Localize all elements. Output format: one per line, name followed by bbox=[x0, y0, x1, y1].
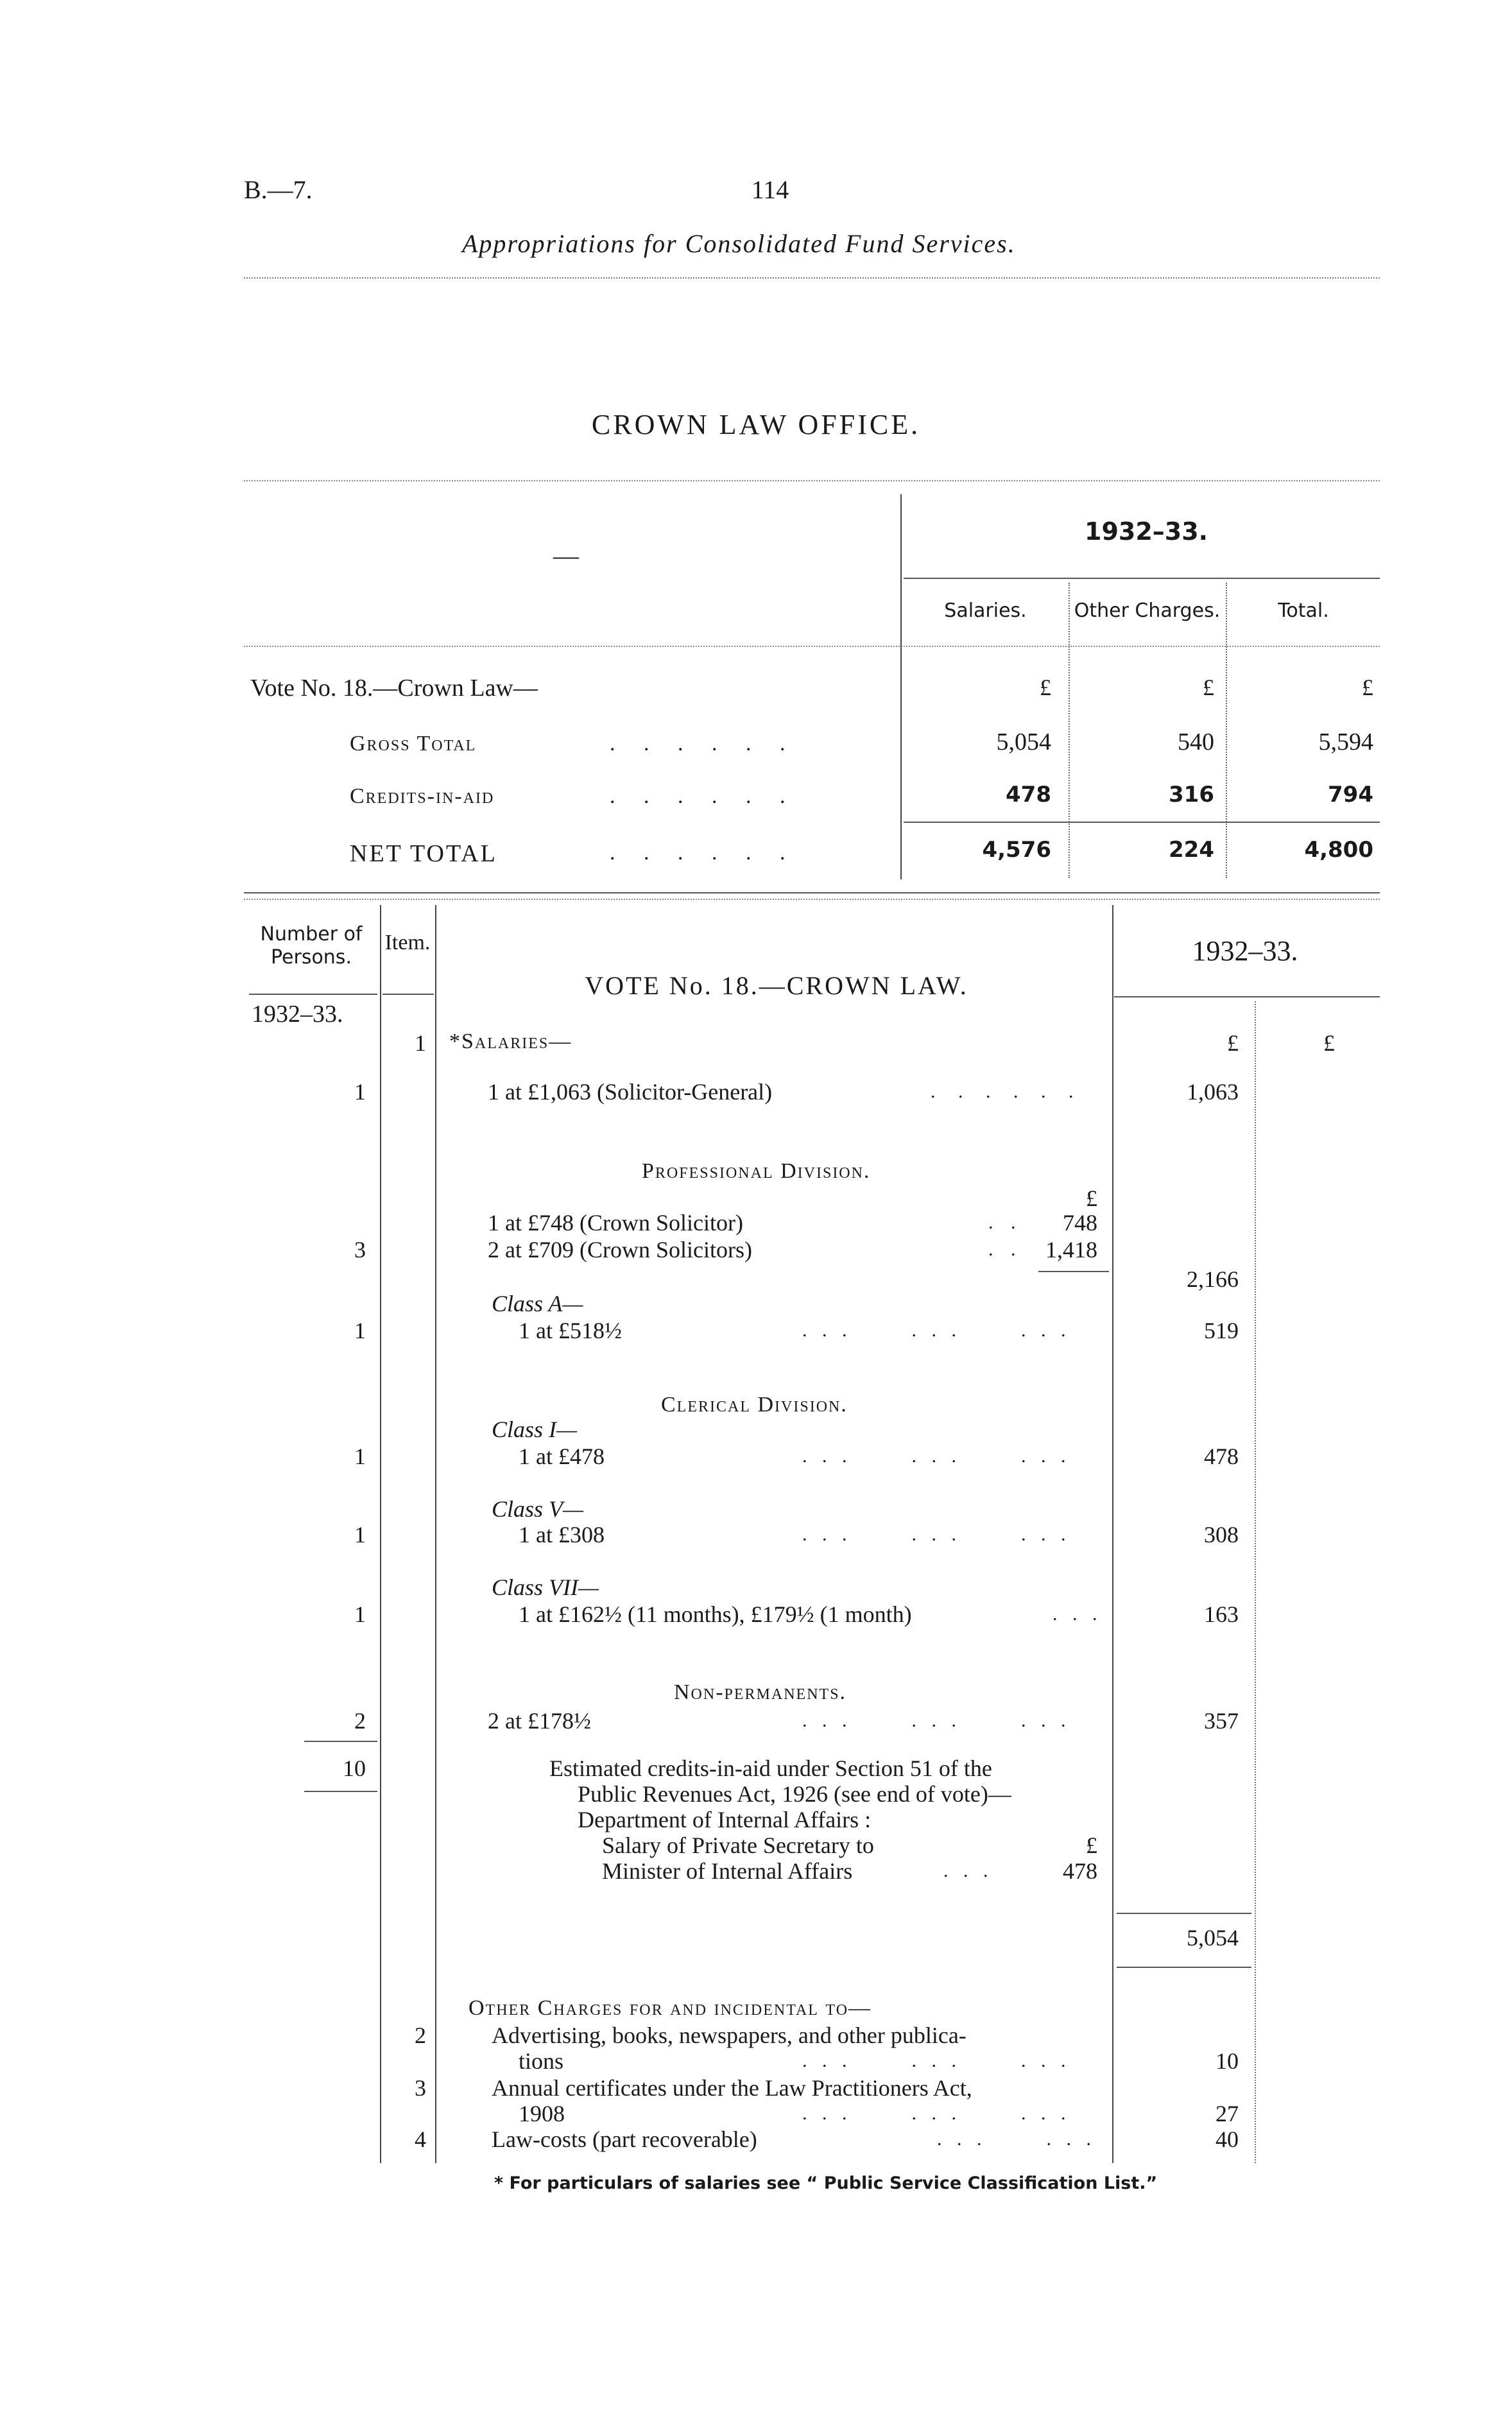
row-amount: 163 bbox=[1204, 1601, 1239, 1627]
total-persons: 10 bbox=[343, 1755, 366, 1781]
detail-top-rule bbox=[244, 899, 1380, 900]
leader-dots: . . . . . . bbox=[610, 732, 797, 755]
persons-count: 2 bbox=[354, 1708, 366, 1734]
row-text: 1 at £162½ (11 months), £179½ (1 month) bbox=[519, 1601, 912, 1627]
persons-year: 1932–33. bbox=[252, 1001, 343, 1028]
gross-salaries: 5,054 bbox=[996, 729, 1051, 755]
leader-dots: . . . . . . . . . bbox=[802, 1710, 1071, 1731]
row-text: 1 at £518½ bbox=[519, 1318, 622, 1343]
note-line: Minister of Internal Affairs bbox=[602, 1858, 853, 1884]
row-label: Gross Total bbox=[350, 732, 477, 755]
leader-dots: . . . bbox=[943, 1860, 993, 1881]
pound-sign-sub: £ bbox=[1086, 1186, 1097, 1211]
professional-division-heading: Professional Division. bbox=[642, 1159, 871, 1183]
row-text: 1 at £1,063 (Solicitor-General) bbox=[488, 1079, 773, 1105]
persons-count: 1 bbox=[354, 1444, 366, 1469]
vote-title: VOTE No. 18.—CROWN LAW. bbox=[585, 971, 968, 1000]
note-pound-sign: £ bbox=[1086, 1833, 1097, 1858]
salaries-item-number: 1 bbox=[415, 1030, 426, 1056]
row-amount: 1,063 bbox=[1187, 1079, 1239, 1105]
note-line: Salary of Private Secretary to bbox=[602, 1833, 874, 1858]
row-amount: 357 bbox=[1204, 1708, 1239, 1734]
gross-other: 540 bbox=[1178, 729, 1214, 755]
note-line: Department of Internal Affairs : bbox=[578, 1807, 872, 1833]
gross-total: 5,594 bbox=[1318, 729, 1373, 755]
pound-sign-amount: £ bbox=[1227, 1030, 1239, 1056]
row-text: 1 at £748 (Crown Solicitor) bbox=[488, 1210, 743, 1236]
summary-bottom-rule bbox=[244, 892, 1380, 893]
item-column-rule bbox=[435, 905, 436, 2163]
row-amount: 478 bbox=[1204, 1444, 1239, 1469]
persons-count: 1 bbox=[354, 1079, 366, 1105]
summary-year-rule bbox=[904, 578, 1380, 579]
section-title: CROWN LAW OFFICE. bbox=[591, 409, 921, 440]
row-amount: 40 bbox=[1216, 2126, 1239, 2152]
professional-total: 2,166 bbox=[1187, 1266, 1239, 1292]
persons-header-rule bbox=[249, 994, 377, 995]
row-sub-amount: 748 bbox=[1063, 1210, 1097, 1236]
row-label: Credits-in-aid bbox=[350, 784, 495, 808]
leader-dots: . . . . . . bbox=[610, 784, 797, 808]
detail-year-rule bbox=[1114, 996, 1380, 997]
row-text: 1 at £478 bbox=[519, 1444, 605, 1469]
page-number: 114 bbox=[751, 175, 789, 204]
row-text: 1 at £308 bbox=[519, 1522, 605, 1548]
item-number: 4 bbox=[415, 2126, 426, 2152]
net-other: 224 bbox=[1169, 837, 1214, 863]
summary-header-rule bbox=[244, 646, 1380, 647]
row-amount: 308 bbox=[1204, 1522, 1239, 1548]
note-line: Public Revenues Act, 1926 (see end of vote)— bbox=[578, 1781, 1011, 1807]
row-text-continued: tions bbox=[519, 2048, 564, 2074]
salaries-total-bottom-rule bbox=[1117, 1967, 1251, 1968]
column-header-other-charges: Other Charges. bbox=[1074, 599, 1221, 622]
pound-sign-total: £ bbox=[1323, 1030, 1335, 1056]
detail-year: 1932–33. bbox=[1192, 935, 1298, 967]
item-number: 3 bbox=[415, 2075, 426, 2101]
column-header-item: Item. bbox=[384, 931, 431, 954]
row-text: Advertising, books, newspapers, and other publica- bbox=[492, 2022, 966, 2048]
summary-top-rule bbox=[244, 480, 1380, 481]
leader-dots: . . . bbox=[1052, 1603, 1103, 1625]
clerical-division-heading: Clerical Division. bbox=[661, 1393, 848, 1417]
class-label: Class A— bbox=[492, 1291, 583, 1316]
persons-count: 3 bbox=[354, 1237, 366, 1263]
class-label: Class VII— bbox=[492, 1574, 599, 1600]
row-text: 2 at £709 (Crown Solicitors) bbox=[488, 1237, 752, 1263]
leader-dots: . . . . . . . . . bbox=[802, 1320, 1071, 1341]
currency-other: £ bbox=[1203, 675, 1214, 700]
persons-count: 1 bbox=[354, 1318, 366, 1343]
document-reference: B.—7. bbox=[244, 175, 313, 204]
class-label: Class I— bbox=[492, 1417, 578, 1442]
leader-dots: . . . . . . . . . bbox=[802, 1524, 1071, 1545]
leader-dots: . . . . . . . . . bbox=[802, 2050, 1071, 2071]
row-amount: 519 bbox=[1204, 1318, 1239, 1343]
salaries-total: 5,054 bbox=[1187, 1925, 1239, 1951]
other-charges-heading: Other Charges for and incidental to— bbox=[468, 1996, 872, 2020]
currency-total: £ bbox=[1362, 675, 1373, 700]
row-label: NET TOTAL bbox=[350, 840, 497, 867]
footnote: * For particulars of salaries see “ Public Service Classification List.” bbox=[494, 2173, 1158, 2193]
leader-dots: . . . . . . bbox=[937, 2128, 1096, 2150]
row-amount: 10 bbox=[1216, 2048, 1239, 2074]
leader-dots: . . bbox=[988, 1212, 1022, 1233]
persons-count: 1 bbox=[354, 1601, 366, 1627]
column-header-persons: Number of Persons. bbox=[260, 923, 363, 969]
header-rule bbox=[244, 277, 1380, 279]
summary-col-divider bbox=[900, 494, 902, 879]
leader-dots: . . . . . . . . . bbox=[802, 2103, 1071, 2124]
row-amount: 27 bbox=[1216, 2101, 1239, 2126]
non-permanents-heading: Non-permanents. bbox=[674, 1680, 847, 1704]
persons-count: 1 bbox=[354, 1522, 366, 1548]
column-header-total: Total. bbox=[1278, 599, 1329, 622]
leader-dots: . . . . . . bbox=[931, 1081, 1083, 1102]
credits-other: 316 bbox=[1169, 782, 1214, 807]
total-column-rule bbox=[1255, 1001, 1256, 2163]
note-amount: 478 bbox=[1063, 1858, 1097, 1884]
amount-column-rule bbox=[1112, 905, 1113, 2163]
summary-year: 1932–33. bbox=[1085, 517, 1208, 546]
row-text-continued: 1908 bbox=[519, 2101, 565, 2126]
salaries-total-top-rule bbox=[1117, 1913, 1251, 1914]
page-subtitle: Appropriations for Consolidated Fund Services. bbox=[462, 229, 1016, 258]
leader-dots: . . . . . . bbox=[610, 841, 797, 865]
sub-total-rule bbox=[1038, 1271, 1109, 1272]
summary-dash: — bbox=[553, 541, 579, 570]
item-header-rule bbox=[382, 994, 434, 995]
credits-total: 794 bbox=[1328, 782, 1373, 807]
persons-total-rule bbox=[304, 1741, 377, 1742]
class-label: Class V— bbox=[492, 1496, 584, 1522]
salaries-heading: *Salaries— bbox=[449, 1030, 572, 1053]
leader-dots: . . . . . . . . . bbox=[802, 1445, 1071, 1467]
column-header-salaries: Salaries. bbox=[944, 599, 1027, 622]
summary-subtotal-rule bbox=[904, 822, 1380, 823]
row-text: Annual certificates under the Law Practitioners Act, bbox=[492, 2075, 972, 2101]
row-sub-amount: 1,418 bbox=[1045, 1237, 1097, 1263]
persons-column-rule bbox=[380, 905, 381, 2163]
vote-label: Vote No. 18.—Crown Law— bbox=[250, 675, 538, 702]
net-salaries: 4,576 bbox=[982, 837, 1051, 863]
persons-total-bottom-rule bbox=[304, 1791, 377, 1792]
row-text: Law-costs (part recoverable) bbox=[492, 2126, 757, 2152]
note-line: Estimated credits-in-aid under Section 51 of the bbox=[549, 1755, 992, 1781]
currency-salaries: £ bbox=[1040, 675, 1051, 700]
row-text: 2 at £178½ bbox=[488, 1708, 591, 1734]
credits-salaries: 478 bbox=[1006, 782, 1051, 807]
leader-dots: . . bbox=[988, 1239, 1022, 1260]
net-total: 4,800 bbox=[1304, 837, 1373, 863]
item-number: 2 bbox=[415, 2022, 426, 2048]
